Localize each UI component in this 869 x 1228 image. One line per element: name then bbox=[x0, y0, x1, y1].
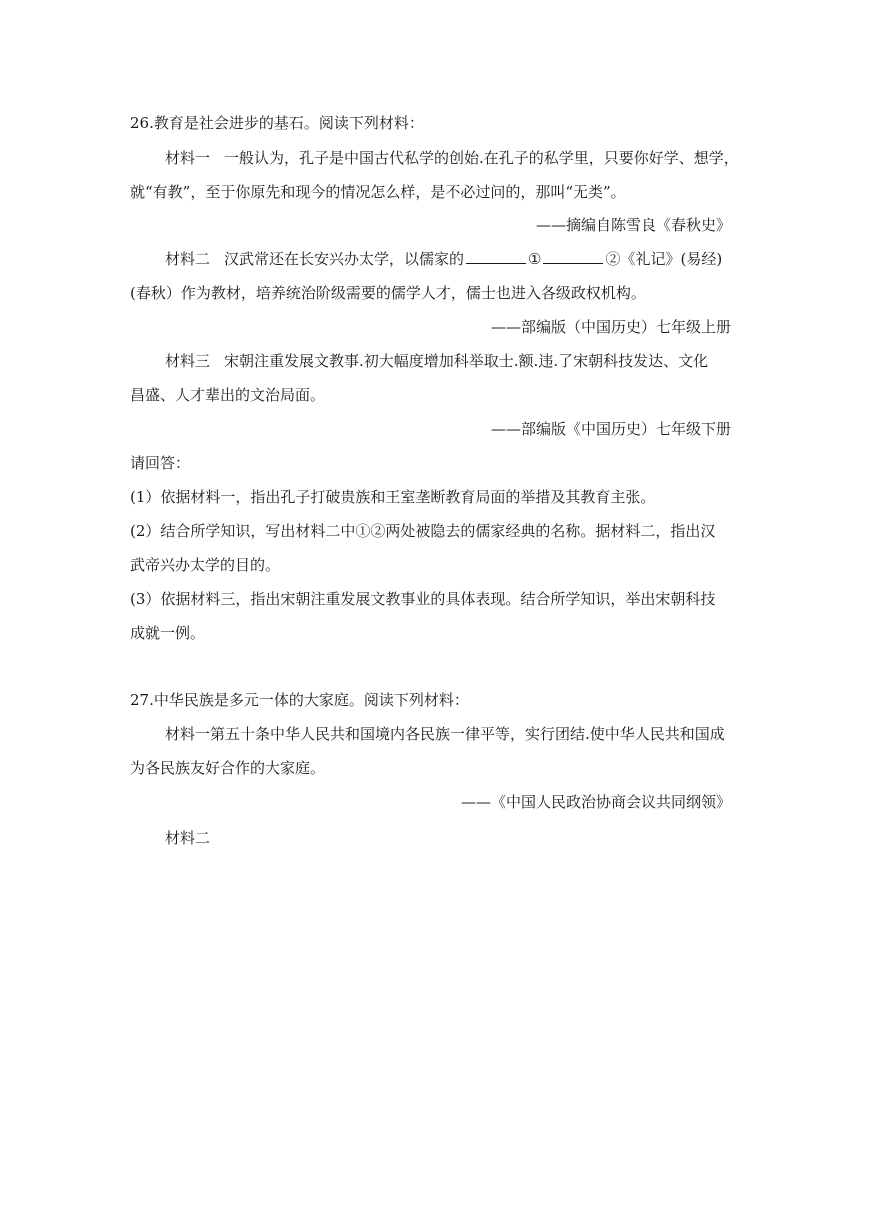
q26-material-1-source: ——摘编自陈雪良《春秋史》 bbox=[535, 216, 731, 234]
q26-material-2-source: ——部编版（中国历史）七年级上册 bbox=[490, 318, 731, 336]
q27-material-1-line-1: 材料一第五十条中华人民共和国境内各民族一律平等，实行团结.使中华人民共和国成 bbox=[165, 725, 725, 743]
q27-material-1-line-2: 为各民族友好合作的大家庭。 bbox=[130, 759, 326, 777]
mark-1: ① bbox=[528, 250, 542, 268]
q26-material-2-line-2: (春秋）作为教材，培养统治阶级需要的儒学人才，儒士也进入各级政权机构。 bbox=[130, 284, 646, 302]
material-1-text: 一般认为，孔子是中国古代私学的创始.在孔子的私学里，只要你好学、想学， bbox=[224, 149, 739, 167]
q27-material-1-source: ——《中国人民政治协商会议共同纲领》 bbox=[460, 793, 731, 811]
q26-material-1-line-1 bbox=[165, 147, 739, 169]
q26-material-1-line-2: 就“有教”，至于你原先和现今的情况怎么样，是不必过问的，那叫“无类”。 bbox=[130, 183, 626, 201]
mark-2-text: ②《礼记》(易经) bbox=[605, 250, 723, 268]
question-27-title: 27.中华民族是多元一体的大家庭。阅读下列材料： bbox=[130, 691, 469, 709]
q26-subquestion-3-line-1: (3）依据材料三，指出宋朝注重发展文教事业的具体表现。结合所学知识，举出宋朝科技 bbox=[130, 590, 716, 608]
material-3-label: 材料三 bbox=[165, 352, 211, 370]
material-3-text: 宋朝注重发展文教事.初大幅度增加科举取士.额.违.了宋朝科技发达、文化 bbox=[224, 352, 709, 370]
material-2-text: 汉武常还在长安兴办太学，以儒家的 bbox=[224, 250, 465, 268]
q26-material-3-source: ——部编版《中国历史）七年级下册 bbox=[490, 420, 731, 438]
q26-material-2-line-1 bbox=[165, 248, 722, 270]
material-2-label: 材料二 bbox=[165, 250, 211, 268]
q27-material-2-label: 材料二 bbox=[165, 829, 211, 847]
q26-subquestion-2-line-2: 武帝兴办太学的目的。 bbox=[130, 556, 281, 574]
blank-1 bbox=[466, 249, 526, 264]
q26-subquestion-3-line-2: 成就一例。 bbox=[130, 624, 206, 642]
question-26-title: 26.教育是社会进步的基石。阅读下列材料： bbox=[130, 114, 424, 132]
q26-subquestion-2-line-1: (2）结合所学知识，写出材料二中①②两处被隐去的儒家经典的名称。据材料二，指出汉 bbox=[130, 522, 716, 540]
blank-2 bbox=[543, 249, 603, 264]
q26-subquestion-1: (1）依据材料一，指出孔子打破贵族和王室垄断教育局面的举措及其教育主张。 bbox=[130, 488, 656, 506]
q26-prompt: 请回答： bbox=[130, 454, 191, 472]
q26-material-3-line-2: 昌盛、人才辈出的文治局面。 bbox=[130, 386, 326, 404]
material-1-label: 材料一 bbox=[165, 149, 211, 167]
q26-material-3-line-1 bbox=[165, 350, 708, 372]
